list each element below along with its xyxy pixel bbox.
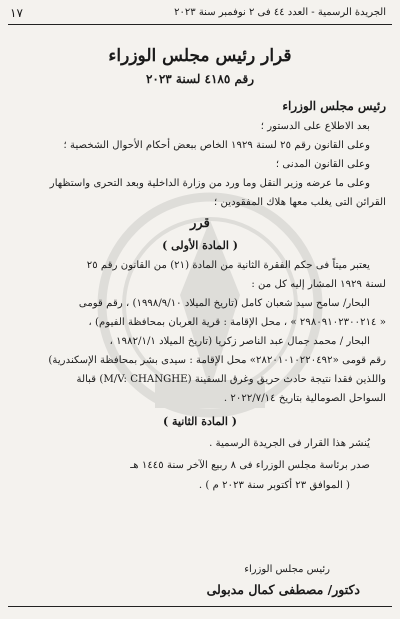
decree-title: قرار رئيس مجلس الوزراء — [108, 46, 292, 66]
article-2-line: يُنشر هذا القرار فى الجريدة الرسمية . — [209, 438, 370, 449]
article-2-heading: ( المادة الثانية ) — [162, 415, 238, 428]
preamble-line: القرائن التى يغلب معها هلاك المفقودين ؛ — [214, 197, 386, 208]
article-1-heading: ( المادة الأولى ) — [162, 239, 238, 252]
header-rule — [8, 24, 392, 25]
preamble-line: بعد الاطلاع على الدستور ؛ — [260, 121, 370, 132]
signature-name: دكتور/ مصطفى كمال مدبولى — [206, 582, 360, 597]
article-1-line: رقم قومى «٢٨٢٠١٠١٠٢٢٠٤٩٢» محل الإقامة : سيدى بشر بمحافظة الإسكندرية) — [48, 355, 386, 366]
article-1-line: البحار / محمد جمال عبد الناصر زكريا (تاريخ الميلاد ١٩٨٢/١/١ ، — [109, 336, 370, 347]
article-1-line: يعتبر ميتاً فى حكم الفقرة الثانية من المادة (٢١) من القانون رقم ٢٥ — [86, 260, 370, 271]
article-1-line: السواحل الصومالية بتاريخ ٢٠٢٢/٧/١٤ . — [223, 393, 386, 404]
running-header — [10, 5, 386, 21]
preamble-line: وعلى القانون رقم ٢٥ لسنة ١٩٢٩ الخاص ببعض أحكام الأحوال الشخصية ؛ — [63, 140, 370, 151]
article-1-line: لسنة ١٩٢٩ المشار إليه كل من : — [251, 279, 386, 290]
gazette-issue-line: الجريدة الرسمية - العدد ٤٤ فى ٢ نوفمبر سنة ٢٠٢٣ — [174, 7, 386, 18]
issue-date-line: صدر برئاسة مجلس الوزراء فى ٨ ربيع الآخر سنة ١٤٤٥ هـ — [130, 460, 370, 471]
decides-heading: قرر — [190, 216, 210, 231]
article-1-line: واللذين فقدا نتيجة حادث حريق وغرق السفينة (M/V: CHANGHE) قبالة — [76, 374, 386, 385]
gregorian-date-line: ( الموافق ٢٣ أكتوبر سنة ٢٠٢٣ م ) . — [198, 480, 350, 491]
decree-number: رقم ٤١٨٥ لسنة ٢٠٢٣ — [145, 72, 255, 86]
footer-rule — [8, 606, 392, 607]
preamble-line: وعلى القانون المدنى ؛ — [275, 159, 370, 170]
signature-role: رئيس مجلس الوزراء — [244, 564, 330, 575]
article-1-line: « ٢٩٨٠٩١٠٢٣٠٠٢١٤ » ، محل الإقامة : قرية العربان بمحافظة الفيوم) ، — [88, 317, 386, 328]
decree-issuer: رئيس مجلس الوزراء — [282, 99, 386, 113]
preamble-line: وعلى ما عرضه وزير النقل وما ورد من وزارة الداخلية وبعد التحرى واستظهار — [49, 178, 370, 189]
page-number: ١٧ — [10, 6, 23, 20]
article-1-line: البحار/ سامح سيد شعبان كامل (تاريخ الميلاد ١٩٩٨/٩/١٠) ، رقم قومى — [78, 298, 370, 309]
